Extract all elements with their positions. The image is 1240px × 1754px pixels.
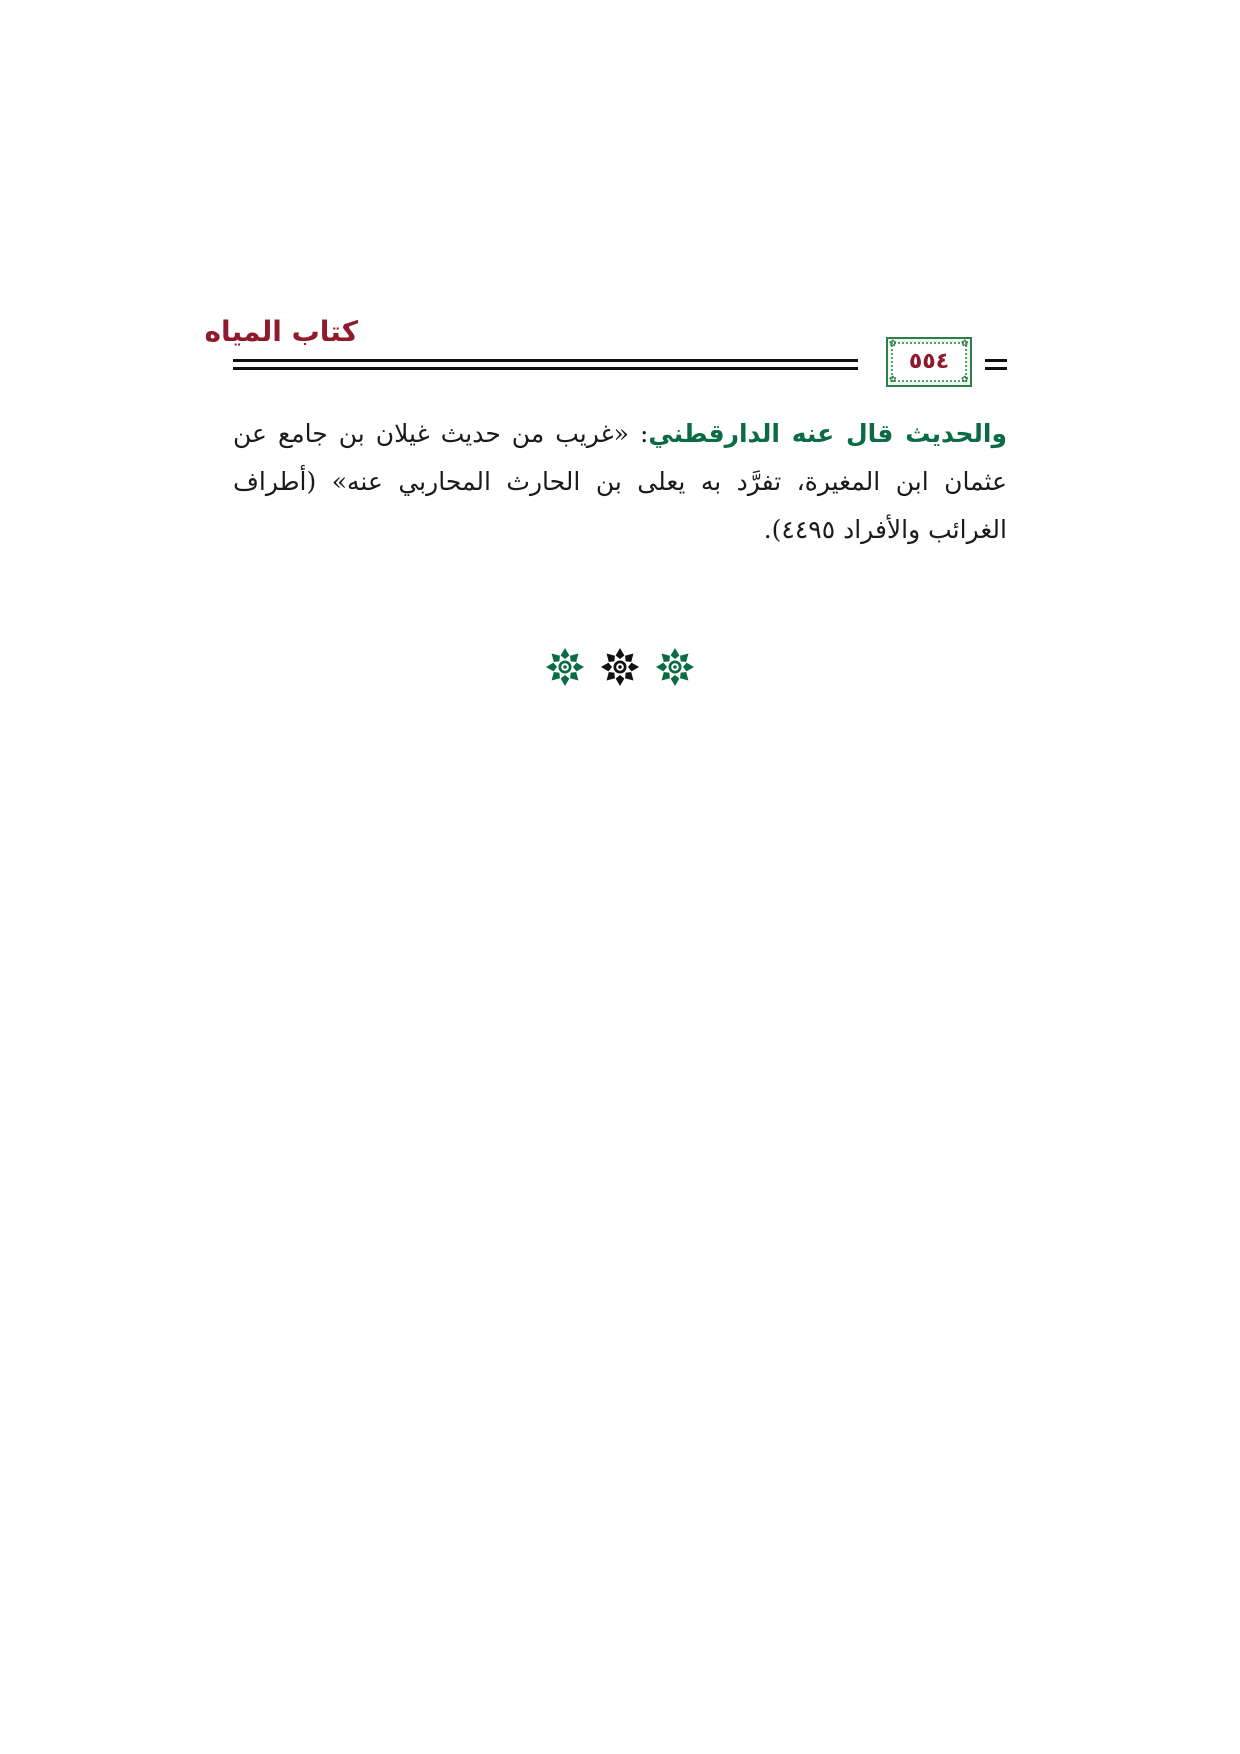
page-number: ٥٥٤ (908, 349, 950, 374)
section-end-ornaments (545, 645, 695, 689)
page-number-frame (889, 339, 969, 385)
frame-corner-icon: ✿ (961, 375, 969, 385)
paragraph-text: : «غريب من حديث غيلان بن جامع عن عثمان ابن المغيرة، تفرَّد به يعلى بن الحارث المحاربي عنه» (أطراف الغرائب والأفراد ٤٤٩٥). (233, 419, 1007, 544)
rosette-icon (655, 647, 695, 687)
body-paragraph (233, 410, 1007, 554)
header-rule-left-bottom (233, 367, 858, 370)
rosette-icon (600, 647, 640, 687)
running-header-title: كتاب المياه (204, 315, 358, 348)
header-rule-right-bottom (985, 367, 1007, 370)
frame-corner-icon: ✿ (889, 339, 897, 349)
frame-corner-icon: ✿ (889, 375, 897, 385)
paragraph-lead: والحديث قال عنه الدارقطني (648, 419, 1007, 448)
header-rule-left-top (233, 359, 858, 362)
page-number-badge (886, 337, 972, 387)
frame-corner-icon: ✿ (961, 339, 969, 349)
header-rule-right-top (985, 359, 1007, 362)
rosette-icon (545, 647, 585, 687)
